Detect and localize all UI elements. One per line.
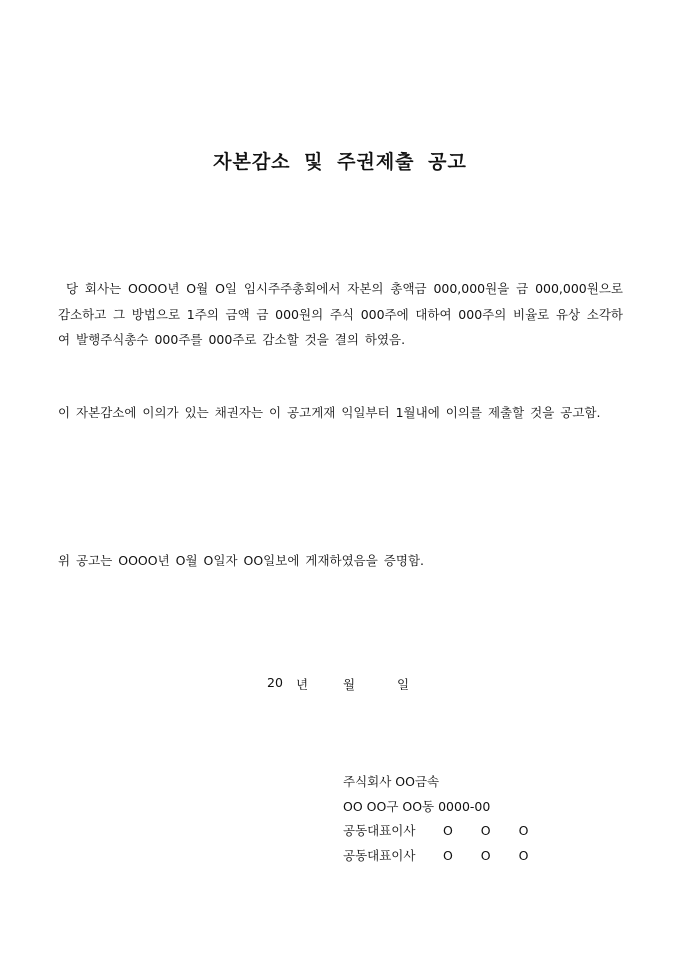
date-month-label: 월 bbox=[343, 677, 356, 692]
representative-row bbox=[343, 819, 540, 844]
company-name: 주식회사 OO금속 bbox=[343, 774, 440, 789]
announcement-paragraph-creditor-objection: 이 자본감소에 이의가 있는 채권자는 이 공고게재 익일부터 1월내에 이의를 제출할 것을 공고함. bbox=[58, 405, 601, 420]
date-year-prefix: 20 bbox=[267, 675, 283, 690]
signature-block bbox=[343, 770, 540, 868]
representative-name: O O O bbox=[443, 823, 541, 838]
date-day-label: 일 bbox=[397, 677, 410, 692]
company-address: OO OO구 OO동 0000-00 bbox=[343, 798, 491, 814]
representative-name: O O O bbox=[443, 847, 541, 863]
representative-title: 공동대표이사 bbox=[343, 823, 416, 838]
date-line bbox=[0, 675, 680, 695]
representative-row bbox=[343, 844, 540, 869]
announcement-paragraph-publication-proof: 위 공고는 OOOO년 O월 O일자 OO일보에 게재하였음을 증명함. bbox=[58, 553, 424, 568]
announcement-paragraph-capital-reduction bbox=[58, 276, 623, 353]
paragraph-text: 당 회사는 OOOO년 O월 O일 임시주주총회에서 자본의 총액금 000,000원을 금 000,000원으로 감소하고 그 방법으로 1주의 금액 금 000원의 주식 000주에 대하여 000주의 비율로 유상 소각하여 발행주식총수 000주를 000주로 감소할 것을 결의 하였음. bbox=[58, 281, 623, 347]
document-title: 자본감소 및 주권제출 공고 bbox=[213, 151, 467, 173]
date-year-label: 년 bbox=[296, 677, 309, 692]
representative-title: 공동대표이사 bbox=[343, 847, 416, 863]
